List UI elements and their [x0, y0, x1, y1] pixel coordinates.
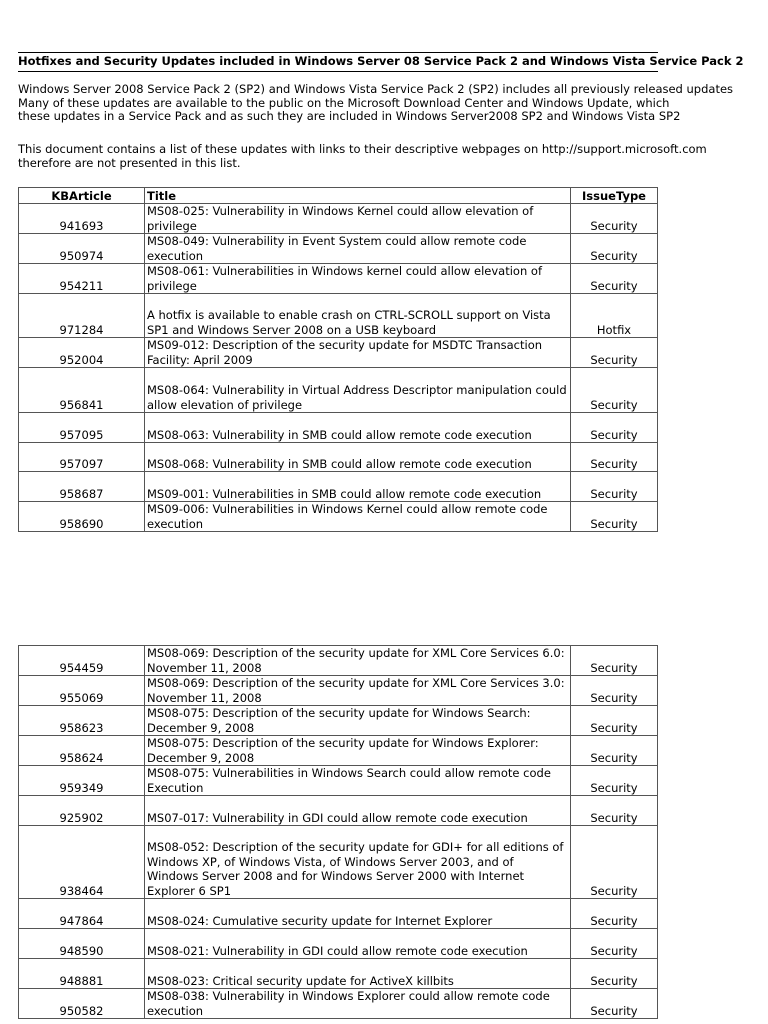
title-cell: MS07-017: Vulnerability in GDI could allow remote code execution [145, 796, 571, 826]
title-cell: MS08-024: Cumulative security update for Internet Explorer [145, 899, 571, 929]
table-row [19, 294, 658, 338]
intro-paragraph [18, 82, 734, 124]
table-row [19, 234, 658, 264]
kb-cell: 955069 [19, 676, 145, 706]
intro-line: these updates in a Service Pack and as such they are included in Windows Server2008 SP2 and Windows Vista SP2 [18, 109, 681, 123]
kb-cell: 958690 [19, 502, 145, 532]
kb-cell: 950974 [19, 234, 145, 264]
title-cell: MS08-075: Description of the security update for Windows Explorer: December 9, 2008 [145, 736, 571, 766]
kb-cell: 971284 [19, 294, 145, 338]
kb-cell: 954211 [19, 264, 145, 294]
title-cell: MS08-063: Vulnerability in SMB could allow remote code execution [145, 413, 571, 443]
table-row [19, 766, 658, 796]
table-row [19, 368, 658, 413]
table-row [19, 646, 658, 676]
type-cell: Security [571, 502, 658, 532]
title-cell: MS08-021: Vulnerability in GDI could allow remote code execution [145, 929, 571, 959]
type-cell: Security [571, 796, 658, 826]
type-cell: Security [571, 338, 658, 368]
type-cell: Security [571, 368, 658, 413]
title-cell: MS08-068: Vulnerability in SMB could allow remote code execution [145, 443, 571, 472]
type-cell: Security [571, 766, 658, 796]
table-row [19, 826, 658, 899]
table-row [19, 502, 658, 532]
kb-cell: 957097 [19, 443, 145, 472]
header-title: Title [145, 188, 571, 204]
kb-cell: 952004 [19, 338, 145, 368]
header-issuetype: IssueType [571, 188, 658, 204]
title-cell: MS08-061: Vulnerabilities in Windows kernel could allow elevation of privilege [145, 264, 571, 294]
table-row [19, 929, 658, 959]
type-cell: Security [571, 826, 658, 899]
kb-cell: 948590 [19, 929, 145, 959]
table-row [19, 989, 658, 1019]
type-cell: Security [571, 443, 658, 472]
kb-cell: 938464 [19, 826, 145, 899]
title-cell: MS09-012: Description of the security update for MSDTC Transaction Facility: April 2009 [145, 338, 571, 368]
document-title: Hotfixes and Security Updates included in Windows Server 08 Service Pack 2 and Windows Vista Service Pack 2 [18, 52, 658, 72]
kb-cell: 958687 [19, 472, 145, 502]
table-row [19, 899, 658, 929]
type-cell: Security [571, 989, 658, 1019]
table-header-row [19, 188, 658, 204]
type-cell: Security [571, 646, 658, 676]
table-row [19, 472, 658, 502]
type-cell: Security [571, 264, 658, 294]
kb-cell: 956841 [19, 368, 145, 413]
kb-cell: 958624 [19, 736, 145, 766]
kb-cell: 957095 [19, 413, 145, 443]
table-row [19, 413, 658, 443]
type-cell: Security [571, 706, 658, 736]
type-cell: Security [571, 472, 658, 502]
type-cell: Security [571, 959, 658, 989]
table-row [19, 204, 658, 234]
type-cell: Security [571, 413, 658, 443]
intro-line: Windows Server 2008 Service Pack 2 (SP2) and Windows Vista Service Pack 2 (SP2) includes all previously released updates [18, 82, 734, 96]
kb-cell: 959349 [19, 766, 145, 796]
table-row [19, 959, 658, 989]
kb-cell: 948881 [19, 959, 145, 989]
type-cell: Security [571, 204, 658, 234]
type-cell: Security [571, 899, 658, 929]
type-cell: Security [571, 736, 658, 766]
title-cell: MS08-049: Vulnerability in Event System could allow remote code execution [145, 234, 571, 264]
title-cell: MS09-001: Vulnerabilities in SMB could allow remote code execution [145, 472, 571, 502]
kb-cell: 958623 [19, 706, 145, 736]
kb-cell: 954459 [19, 646, 145, 676]
spreadsheet-page [18, 0, 744, 1024]
table-row [19, 338, 658, 368]
note-line: therefore are not presented in this list. [18, 155, 241, 170]
type-cell: Security [571, 676, 658, 706]
intro-line: Many of these updates are available to the public on the Microsoft Download Center and Windows Update, which [18, 95, 670, 110]
title-cell: A hotfix is available to enable crash on CTRL-SCROLL support on Vista SP1 and Windows Server 2008 on a USB keyboard [145, 294, 571, 338]
table-row [19, 736, 658, 766]
table-row [19, 676, 658, 706]
title-cell: MS08-038: Vulnerability in Windows Explorer could allow remote code execution [145, 989, 571, 1019]
title-cell: MS08-052: Description of the security update for GDI+ for all editions of Windows XP, of Windows Vista, of Windows Server 2003, and of Windows Server 2008 and for Windows Server 2000 with Internet Explorer 6 SP1 [145, 826, 571, 899]
note-paragraph [18, 142, 707, 170]
title-cell: MS08-069: Description of the security update for XML Core Services 6.0: November 11, 2008 [145, 646, 571, 676]
table-row [19, 264, 658, 294]
updates-table-continued [18, 645, 658, 1019]
kb-cell: 947864 [19, 899, 145, 929]
updates-table [18, 187, 658, 532]
table-row [19, 443, 658, 472]
kb-cell: 950582 [19, 989, 145, 1019]
title-cell: MS08-025: Vulnerability in Windows Kernel could allow elevation of privilege [145, 204, 571, 234]
title-cell: MS08-075: Description of the security update for Windows Search: December 9, 2008 [145, 706, 571, 736]
type-cell: Hotfix [571, 294, 658, 338]
table-row [19, 796, 658, 826]
title-cell: MS08-075: Vulnerabilities in Windows Search could allow remote code Execution [145, 766, 571, 796]
type-cell: Security [571, 234, 658, 264]
kb-cell: 941693 [19, 204, 145, 234]
kb-cell: 925902 [19, 796, 145, 826]
title-cell: MS09-006: Vulnerabilities in Windows Kernel could allow remote code execution [145, 502, 571, 532]
title-cell: MS08-069: Description of the security update for XML Core Services 3.0: November 11, 2008 [145, 676, 571, 706]
header-kbarticle: KBArticle [19, 188, 145, 204]
title-cell: MS08-023: Critical security update for ActiveX killbits [145, 959, 571, 989]
title-cell: MS08-064: Vulnerability in Virtual Address Descriptor manipulation could allow elevation of privilege [145, 368, 571, 413]
table-row [19, 706, 658, 736]
type-cell: Security [571, 929, 658, 959]
note-line: This document contains a list of these updates with links to their descriptive webpages on http://support.microsoft.com [18, 142, 707, 156]
